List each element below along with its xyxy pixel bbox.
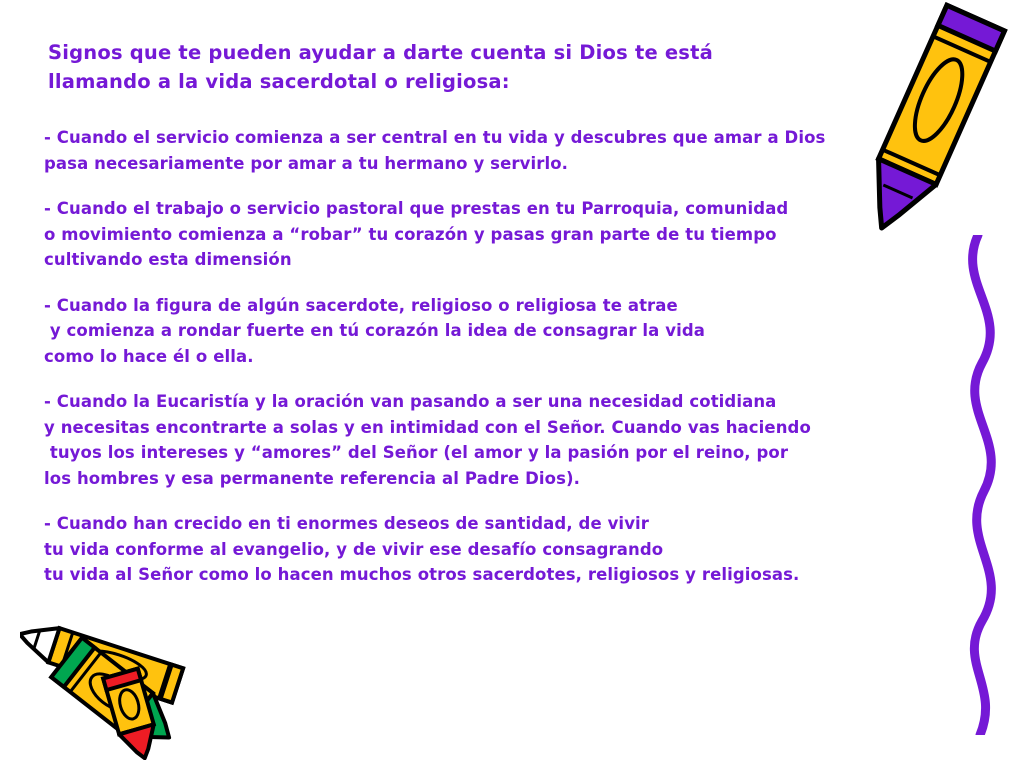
page-title	[48, 38, 748, 96]
paragraph-4-line-4: los hombres y esa permanente referencia al Padre Dios).	[44, 468, 581, 488]
paragraph-5-line-2: tu vida conforme al evangelio, y de vivir ese desafío consagrando	[44, 539, 664, 559]
paragraph-2-line-3: cultivando esta dimensión	[44, 250, 292, 269]
paragraph-1-line-1: - Cuando el servicio comienza a ser central en tu vida y descubres que amar a Dios	[44, 128, 826, 147]
paragraph-2-line-1: - Cuando el trabajo o servicio pastoral que prestas en tu Parroquia, comunidad	[44, 199, 789, 218]
paragraph-4	[44, 389, 884, 491]
paragraph-1-line-2: pasa necesariamente por amar a tu hermano y servirlo.	[44, 153, 569, 173]
paragraph-5	[44, 511, 884, 588]
purple-squiggle-icon	[948, 235, 1024, 735]
paragraph-1	[44, 125, 884, 176]
title-line-1: Signos que te pueden ayudar a darte cuenta si Dios	[48, 41, 628, 64]
paragraph-3-line-3: como lo hace él o ella.	[44, 346, 254, 366]
paragraph-4-line-2: y necesitas encontrarte a solas y en intimidad con el Señor. Cuando vas haciendo	[44, 417, 811, 437]
paragraph-5-line-1: - Cuando han crecido en ti enormes deseos de santidad, de vivir	[44, 514, 650, 533]
body-text	[44, 125, 884, 588]
paragraph-4-line-1: - Cuando la Eucaristía y la oración van pasando a ser una necesidad cotidiana	[44, 392, 777, 411]
paragraph-3	[44, 293, 884, 370]
paragraph-2	[44, 196, 884, 273]
crayons-bottom-left-icon	[20, 610, 240, 760]
paragraph-4-line-3: tuyos los intereses y “amores” del Señor (el amor y la pasión por el reino, por	[44, 443, 789, 462]
paragraph-2-line-2: o movimiento comienza a “robar” tu corazón y pasas gran parte de tu tiempo	[44, 224, 777, 244]
paragraph-5-line-3: tu vida al Señor como lo hacen muchos otros sacerdotes, religiosos y religiosas.	[44, 565, 800, 584]
paragraph-3-line-1: - Cuando la figura de algún sacerdote, religioso o religiosa te atrae	[44, 295, 678, 315]
paragraph-3-line-2: y comienza a rondar fuerte en tú corazón la idea de consagrar la vida	[44, 321, 705, 340]
title-line-2: te está llamando a la vida sacerdotal o religiosa:	[48, 41, 713, 93]
